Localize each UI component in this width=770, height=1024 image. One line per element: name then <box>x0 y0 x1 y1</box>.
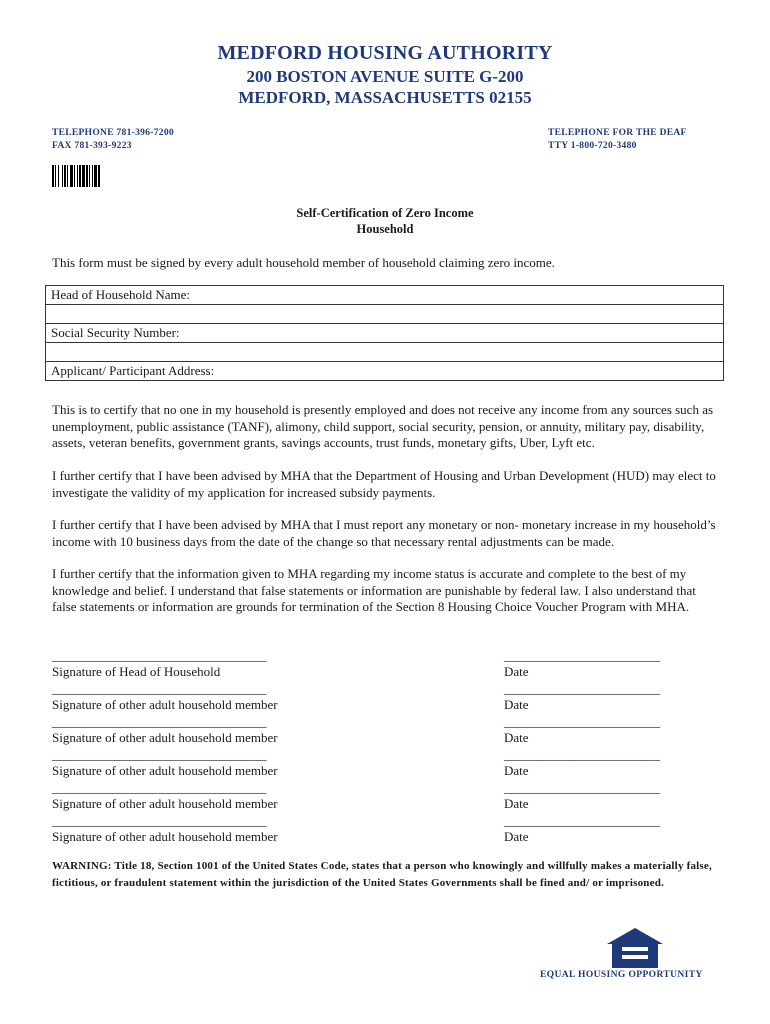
contact-right <box>548 127 687 153</box>
date-label: Date <box>504 796 529 811</box>
certification-paragraph: I further certify that I have been advised by MHA that I must report any monetary or non- monetary increase in my household’s income with 10 business days from the date of the change so that necessary rental adjustments can be made. <box>52 517 716 549</box>
date-block <box>504 648 660 680</box>
head-of-household-input[interactable] <box>46 305 724 324</box>
signature-line[interactable]: _________________________________ <box>52 747 267 762</box>
signature-label: Signature of other adult household member <box>52 796 278 811</box>
signature-block <box>52 714 278 746</box>
telephone: TELEPHONE 781-396-7200 <box>52 128 174 138</box>
fax: FAX 781-393-9223 <box>52 141 132 151</box>
date-label: Date <box>504 730 529 745</box>
date-line[interactable]: ________________________ <box>504 747 660 762</box>
signature-line[interactable]: _________________________________ <box>52 681 267 696</box>
signature-label: Signature of Head of Household <box>52 664 221 679</box>
date-label: Date <box>504 829 529 844</box>
signature-block <box>52 813 278 845</box>
intro-text: This form must be signed by every adult household member of household claiming zero income. <box>52 255 555 270</box>
signature-line[interactable]: _________________________________ <box>52 714 267 729</box>
equal-housing-label: EQUAL HOUSING OPPORTUNITY <box>540 970 703 980</box>
signature-block <box>52 681 278 713</box>
signature-block <box>52 648 267 680</box>
warning-text: WARNING: Title 18, Section 1001 of the United States Code, states that a person who knowingly and willfully makes a materially false, fictitious, or fraudulent statement within the jurisdiction of the United States Governments shall be fined and/ or imprisoned. <box>52 860 712 889</box>
ssn-input[interactable] <box>46 343 724 362</box>
date-block <box>504 714 660 746</box>
deaf-telephone-label: TELEPHONE FOR THE DEAF <box>548 128 687 138</box>
date-line[interactable]: ________________________ <box>504 714 660 729</box>
address-line-1: 200 BOSTON AVENUE SUITE G-200 <box>246 67 524 86</box>
signature-line[interactable]: _________________________________ <box>52 813 267 828</box>
date-line[interactable]: ________________________ <box>504 681 660 696</box>
form-subtitle: Household <box>356 222 414 236</box>
date-line[interactable]: ________________________ <box>504 813 660 828</box>
applicant-info-table <box>45 285 724 381</box>
signature-label: Signature of other adult household member <box>52 763 278 778</box>
date-block <box>504 681 660 713</box>
barcode <box>52 165 114 187</box>
signature-line[interactable]: _________________________________ <box>52 780 267 795</box>
certification-paragraph: This is to certify that no one in my household is presently employed and does not receive any income from any sources such as unemployment, public assistance (TANF), alimony, child support, social security, pension, or annuity, military pay, disability, assets, veteran benefits, government grants, savings accounts, trust funds, monetary gifts, Uber, Lyft etc. <box>52 402 714 450</box>
date-label: Date <box>504 664 529 679</box>
signature-line[interactable]: _________________________________ <box>52 648 267 663</box>
signature-label: Signature of other adult household member <box>52 730 278 745</box>
equal-housing-icon <box>607 928 663 968</box>
date-block <box>504 780 660 812</box>
signature-block <box>52 780 278 812</box>
address-field[interactable]: Applicant/ Participant Address: <box>46 362 724 381</box>
date-block <box>504 813 660 845</box>
date-line[interactable]: ________________________ <box>504 780 660 795</box>
contact-left <box>52 127 174 153</box>
date-label: Date <box>504 697 529 712</box>
signature-label: Signature of other adult household member <box>52 829 278 844</box>
org-name: MEDFORD HOUSING AUTHORITY <box>217 42 553 64</box>
date-label: Date <box>504 763 529 778</box>
date-block <box>504 747 660 779</box>
date-line[interactable]: ________________________ <box>504 648 660 663</box>
signature-block <box>52 747 278 779</box>
tty: TTY 1-800-720-3480 <box>548 141 637 151</box>
ssn-field[interactable]: Social Security Number: <box>46 324 724 343</box>
signature-label: Signature of other adult household member <box>52 697 278 712</box>
certification-paragraph: I further certify that the information given to MHA regarding my income status is accurate and complete to the best of my knowledge and belief. I understand that false statements or information are punishable by federal law. I also understand that false statements or information are grounds for termination of the Section 8 Housing Choice Voucher Program with MHA. <box>52 566 696 614</box>
certification-paragraph: I further certify that I have been advised by MHA that the Department of Housing and Urban Development (HUD) may elect to investigate the validity of my application for increased subsidy payments. <box>52 468 716 500</box>
head-of-household-field[interactable]: Head of Household Name: <box>46 286 724 305</box>
address-line-2: MEDFORD, MASSACHUSETTS 02155 <box>238 88 532 107</box>
form-title: Self-Certification of Zero Income <box>296 206 474 220</box>
